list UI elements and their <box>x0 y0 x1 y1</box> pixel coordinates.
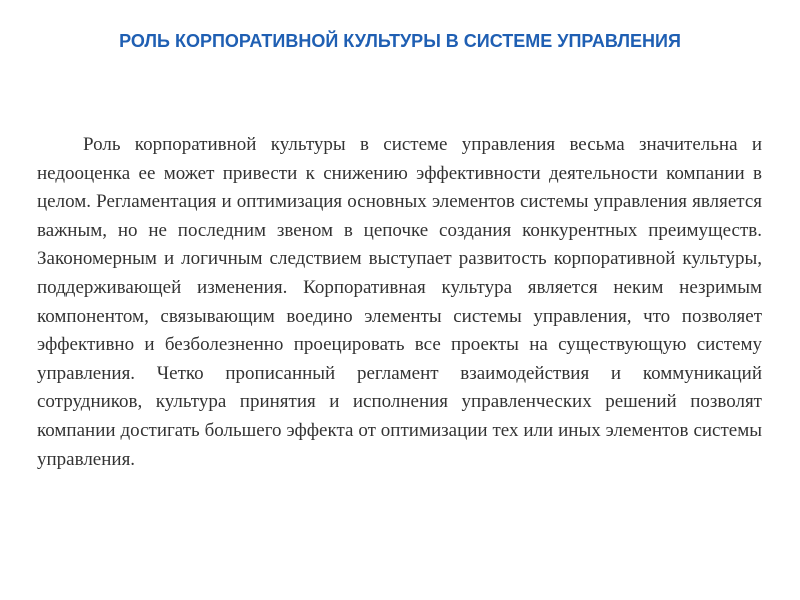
slide-title: РОЛЬ КОРПОРАТИВНОЙ КУЛЬТУРЫ В СИСТЕМЕ УПРАВЛЕНИЯ <box>119 31 681 51</box>
slide-body-text: Роль корпоративной культуры в системе управления весьма значительна и недооценка ее может привести к снижению эффективности деятельности компании в целом. Регламентация и оптимизация основных элементов системы управления является важным, но не последним звеном в цепочке создания конкурентных преимуществ. Закономерным и логичным следствием выступает развитость корпоративной культуры, поддерживающей изменения. Корпоративная культура является неким незримым компонентом, связывающим воедино элементы системы управления, что позволяет эффективно и безболезненно проецировать все проекты на существующую систему управления. Четко прописанный регламент взаимодействия и коммуникаций сотрудников, культура принятия и исполнения управленческих решений позволят компании достигать большего эффекта от оптимизации тех или иных элементов системы управления. <box>37 134 762 470</box>
